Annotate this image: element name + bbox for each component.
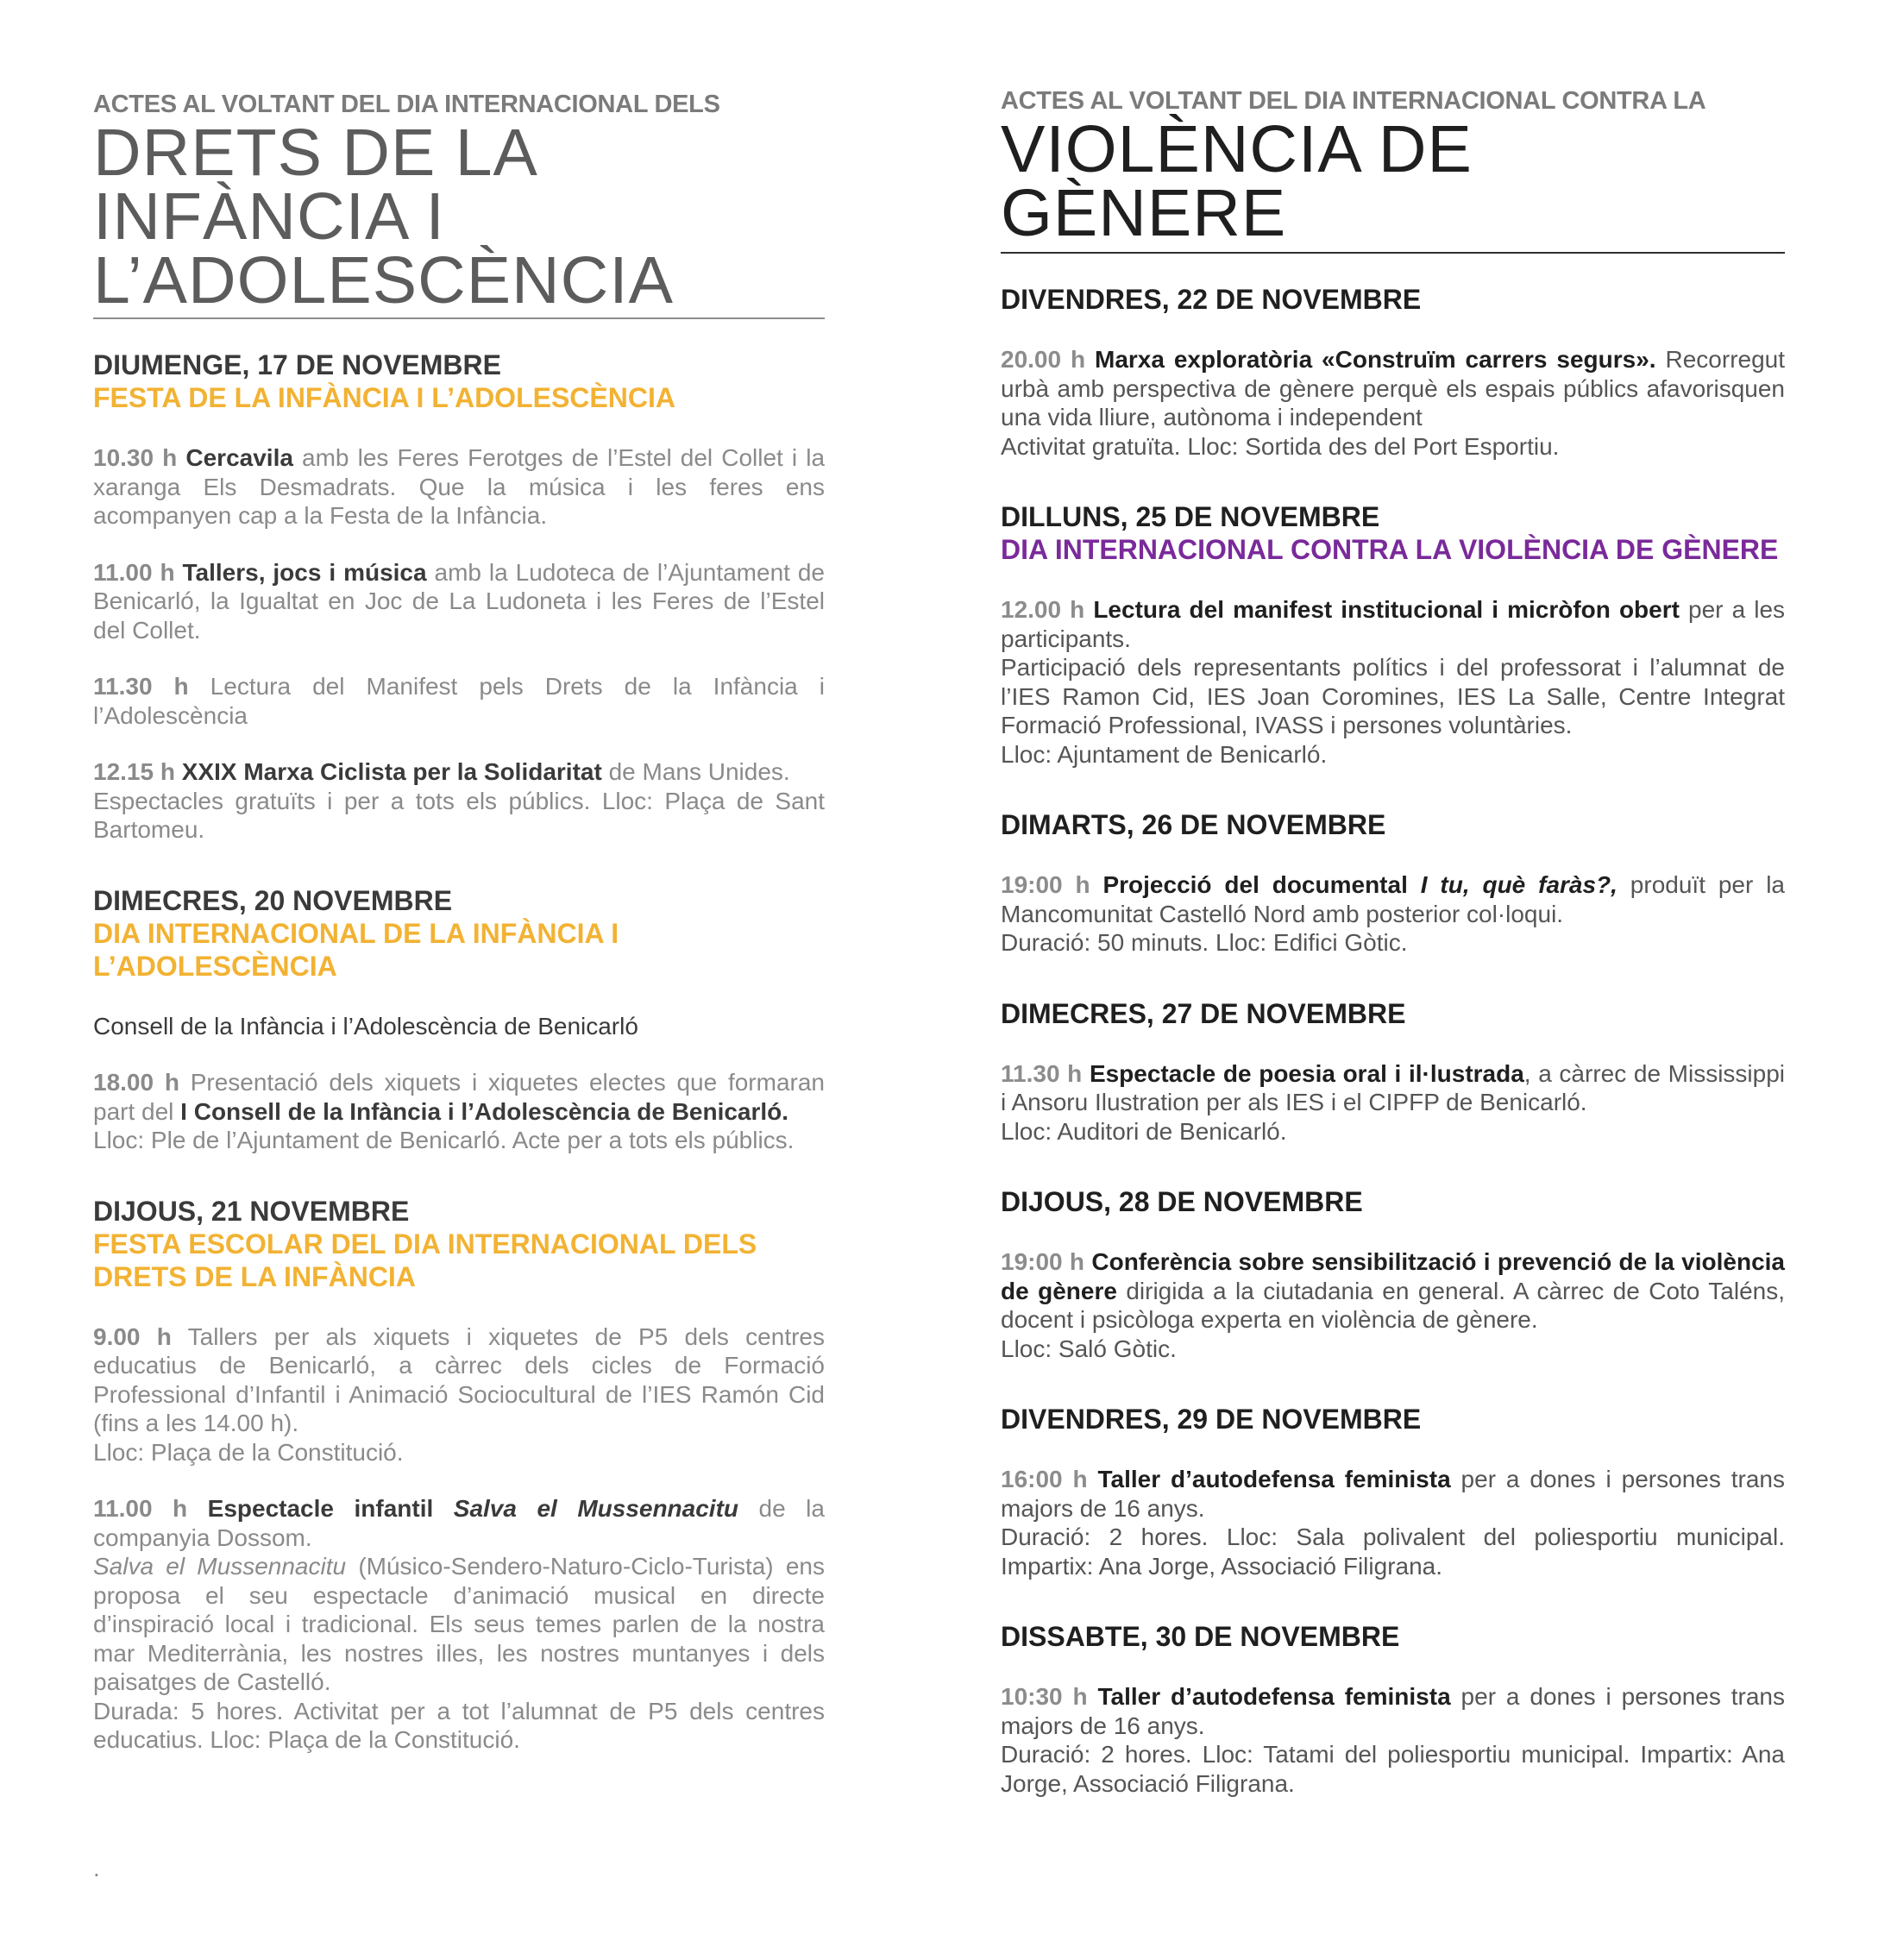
right-kicker: ACTES AL VOLTANT DEL DIA INTERNACIONAL CONTRA LA (1001, 87, 1706, 115)
left-title-rule (93, 317, 825, 319)
event-text: per a dones i persones trans majors de 16 anys. (1001, 1466, 1785, 1522)
event-details: Activitat gratuïta. Lloc: Sortida des del Port Esportiu. (1001, 432, 1560, 460)
event-title: Taller d’autodefensa feminista (1097, 1683, 1451, 1710)
day-subtitle: FESTA ESCOLAR DEL DIA INTERNACIONAL DELS DRETS DE LA INFÀNCIA (93, 1228, 757, 1292)
event (93, 558, 825, 645)
day-date: DIUMENGE, 17 DE NOVEMBRE (93, 349, 501, 380)
event (93, 757, 825, 845)
event-text: per a dones i persones trans majors de 16 anys. (1001, 1683, 1785, 1739)
day-section (1001, 1185, 1785, 1363)
event-time: 11.30 h (93, 673, 189, 700)
left-agenda (93, 349, 825, 1755)
right-title-rule (1001, 252, 1785, 254)
event-details: Lloc: Saló Gòtic. (1001, 1335, 1177, 1362)
day-date: DIMARTS, 26 DE NOVEMBRE (1001, 809, 1386, 840)
event-time: 18.00 h (93, 1069, 179, 1096)
event-details: Lloc: Plaça de la Constitució. (93, 1438, 404, 1466)
event-details: Espectacles gratuïts i per a tots els públics. Lloc: Plaça de Sant Bartomeu. (93, 787, 825, 843)
day-section (93, 884, 825, 1155)
event (1001, 1059, 1785, 1146)
event-details-italic: Salva el Mussennacitu (93, 1553, 347, 1580)
event-details: Lloc: Auditori de Benicarló. (1001, 1117, 1287, 1145)
event-time: 9.00 h (93, 1322, 172, 1350)
event-text: de la companyia Dossom. (93, 1495, 825, 1551)
event-title: I Consell de la Infància i l’Adolescència de Benicarló. (180, 1097, 789, 1125)
day-date: DIMECRES, 20 NOVEMBRE (93, 884, 453, 916)
day-section (1001, 808, 1785, 958)
day-section (1001, 1620, 1785, 1798)
event (93, 672, 825, 730)
event (1001, 1247, 1785, 1363)
right-title-line: GÈNERE (1001, 176, 1287, 250)
event-time: 11.00 h (93, 558, 175, 586)
event (1001, 345, 1785, 461)
event-details: Lloc: Ple de l’Ajuntament de Benicarló. Acte per a tots els públics. (93, 1127, 795, 1153)
event-time: 19:00 h (1001, 1248, 1085, 1275)
event-details: Durada: 5 hores. Activitat per a tot l’alumnat de P5 dels centres educatius. Lloc: Plaça de la Constitució. (93, 1697, 825, 1753)
event-text: Lectura del Manifest pels Drets de la Infància i l’Adolescència (93, 673, 825, 729)
event-title: Tallers, jocs i música (182, 558, 427, 586)
event-time: 10:30 h (1001, 1683, 1088, 1710)
event-details: Duració: 2 hores. Lloc: Sala polivalent del poliesportiu municipal. Impartix: Ana Jorge, Associació Filigrana. (1001, 1523, 1785, 1580)
left-title-line: DRETS DE LA (93, 116, 538, 190)
event-details: Participació dels representants polítics i del professorat i l’alumnat de l’IES Ramon Cid, IES Joan Coromines, IES La Salle, Centre Integrat Formació Professional, IVASS i persones voluntàries. (1001, 654, 1785, 738)
event-title: Taller d’autodefensa feminista (1097, 1466, 1451, 1492)
day-section (1001, 1403, 1785, 1580)
event (1001, 1465, 1785, 1580)
day-section (1001, 997, 1785, 1146)
event-text: Recorregut urbà amb perspectiva de gènere perquè els espais públics afavorisquen una vida lliure, autònoma i independent (1001, 346, 1786, 430)
day-date: DIVENDRES, 29 DE NOVEMBRE (1001, 1404, 1422, 1435)
left-title (93, 116, 675, 317)
event-text: amb les Feres Ferotges de l’Estel del Collet i la xaranga Els Desmadrats. Que la música i les feres ens acompanyen cap a la Festa de la Infància. (93, 444, 826, 529)
event-time: 12.00 h (1001, 596, 1085, 623)
day-date: DIJOUS, 28 DE NOVEMBRE (1001, 1186, 1363, 1217)
event-time: 11.00 h (93, 1495, 188, 1522)
event-time: 20.00 h (1001, 346, 1086, 373)
event (93, 443, 825, 531)
event-title: XXIX Marxa Ciclista per la Solidaritat (181, 758, 602, 785)
event-text: amb la Ludoteca de l’Ajuntament de Benicarló, la Igualtat en Joc de La Ludoneta i les Feres de l’Estel del Collet. (93, 558, 826, 644)
event (93, 1068, 825, 1155)
day-subtitle: DIA INTERNACIONAL DE LA INFÀNCIA I L’ADOLESCÈNCIA (93, 917, 619, 982)
event-details: Duració: 2 hores. Lloc: Tatami del poliesportiu municipal. Impartix: Ana Jorge, Associació Filigrana. (1001, 1741, 1785, 1797)
event-time: 12.15 h (93, 758, 175, 785)
day-date: DIJOUS, 21 NOVEMBRE (93, 1195, 410, 1227)
day-section (1001, 283, 1785, 461)
day-section (1001, 500, 1785, 769)
event-title: Lectura del manifest institucional i micròfon obert (1093, 596, 1680, 623)
day-subtitle: DIA INTERNACIONAL CONTRA LA VIOLÈNCIA DE GÈNERE (1001, 534, 1779, 565)
event-title: Espectacle de poesia oral i il·lustrada (1089, 1059, 1524, 1087)
event-time: 11.30 h (1001, 1059, 1083, 1087)
event-text: Tallers per als xiquets i xiquetes de P5 dels centres educatius de Benicarló, a càrrec dels cicles de Formació Professional d’Infantil i Animació Sociocultural de l’IES Ramón Cid (fins a les 14.00 h). (93, 1322, 825, 1436)
event-lead-text: Consell de la Infància i l’Adolescència de Benicarló (93, 1012, 638, 1040)
event-text: Presentació dels xiquets i xiquetes electes que formaran part del (93, 1069, 825, 1125)
right-agenda (1001, 283, 1785, 1798)
event (1001, 870, 1785, 958)
event-title: Marxa exploratòria «Construïm carrers segurs». (1095, 346, 1656, 373)
event-title: Espectacle infantil (207, 1495, 434, 1522)
event-time: 10.30 h (93, 444, 178, 471)
right-title-line: VIOLÈNCIA DE (1001, 112, 1473, 186)
day-date: DISSABTE, 30 DE NOVEMBRE (1001, 1621, 1400, 1652)
event-lead (93, 1012, 825, 1041)
event (93, 1494, 825, 1755)
event-text: de Mans Unides. (601, 758, 790, 785)
event (93, 1322, 825, 1467)
event-time: 16:00 h (1001, 1466, 1088, 1492)
event-title-italic: I tu, què faràs?, (1420, 871, 1617, 898)
day-subtitle: FESTA DE LA INFÀNCIA I L’ADOLESCÈNCIA (93, 382, 675, 413)
event-title: Projecció del documental (1102, 871, 1408, 898)
event-text: , a càrrec de Mississippi i Ansoru Ilustration per als IES i el CIPFP de Benicarló. (1001, 1059, 1786, 1115)
event-text: produït per la Mancomunitat Castelló Nord amb posterior col·loqui. (1001, 871, 1785, 927)
day-section (93, 1195, 825, 1755)
day-date: DIVENDRES, 22 DE NOVEMBRE (1001, 284, 1422, 315)
event-title: Cercavila (185, 444, 293, 471)
event-details: (Músico-Sendero-Naturo-Ciclo-Turista) ens proposa el seu espectacle d’animació musical en directe d’inspiració local i tradicional. Els seus temes parlen de la nostra mar Mediterrània, les nostres illes, les nostres muntanyes i dels paisatges de Castelló. (93, 1553, 825, 1695)
event-title-italic: Salva el Mussennacitu (453, 1495, 739, 1522)
end-mark: . (93, 1855, 100, 1881)
event-time: 19:00 h (1001, 871, 1090, 898)
left-title-line: INFÀNCIA I (93, 179, 445, 254)
event (1001, 1682, 1785, 1798)
left-title-line: L’ADOLESCÈNCIA (93, 243, 675, 317)
right-title (1001, 112, 1473, 250)
day-date: DIMECRES, 27 DE NOVEMBRE (1001, 997, 1406, 1029)
event-title: Conferència sobre sensibilització i prevenció de la violència de gènere (1001, 1248, 1785, 1304)
day-date: DILLUNS, 25 DE NOVEMBRE (1001, 501, 1380, 532)
left-kicker: ACTES AL VOLTANT DEL DIA INTERNACIONAL DELS (93, 91, 720, 118)
event-details: Lloc: Ajuntament de Benicarló. (1001, 740, 1328, 768)
day-section (93, 349, 825, 845)
event-text: per a les participants. (1001, 596, 1786, 652)
event-details: Duració: 50 minuts. Lloc: Edifici Gòtic. (1001, 929, 1408, 956)
event (1001, 595, 1785, 769)
event-text: dirigida a la ciutadania en general. A càrrec de Coto Taléns, docent i psicòloga experta en violència de gènere. (1001, 1277, 1786, 1333)
